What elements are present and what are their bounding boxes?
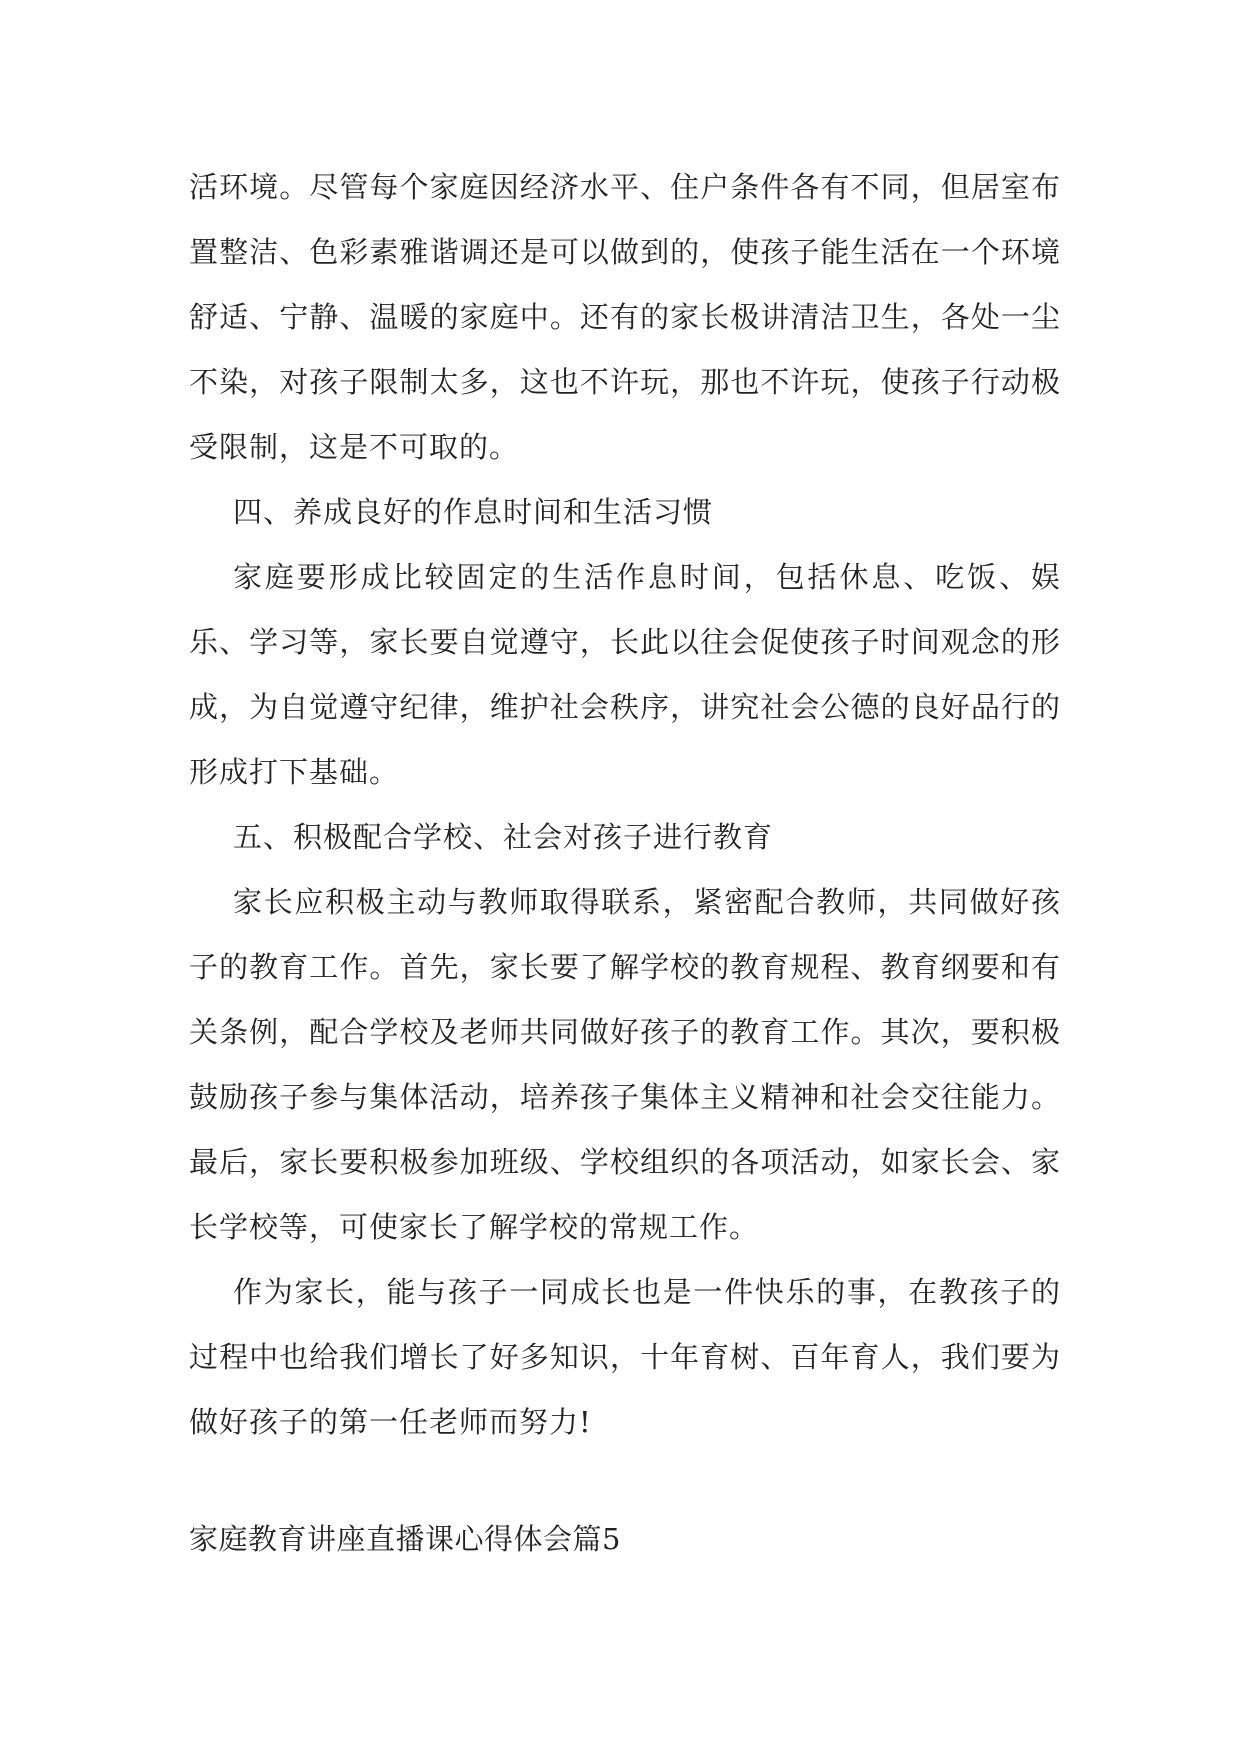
paragraph-school-cooperation: 家长应积极主动与教师取得联系，紧密配合教师，共同做好孩子的教育工作。首先，家长要了解学校的教育规程、教育纲要和有关条例，配合学校及老师共同做好孩子的教育工作。其次，要积极鼓励孩子参与集体活动，培养孩子集体主义精神和社会交往能力。最后，家长要积极参加班级、学校组织的各项活动，如家长会、家长学校等，可使家长了解学校的常规工作。 bbox=[189, 885, 1061, 1244]
section-gap bbox=[189, 1455, 1061, 1507]
paragraph-conclusion: 作为家长，能与孩子一同成长也是一件快乐的事，在教孩子的过程中也给我们增长了好多知识，十年育树、百年育人，我们要为做好孩子的第一任老师而努力! bbox=[189, 1275, 1061, 1439]
heading-schedule-habits: 四、养成良好的作息时间和生活习惯 bbox=[233, 495, 714, 529]
document-body bbox=[189, 155, 1061, 1572]
paragraph-living-environment: 活环境。尽管每个家庭因经济水平、住户条件各有不同，但居室布置整洁、色彩素雅谐调还是可以做到的，使孩子能生活在一个环境舒适、宁静、温暖的家庭中。还有的家长极讲清洁卫生，各处一尘不染，对孩子限制太多，这也不许玩，那也不许玩，使孩子行动极受限制，这是不可取的。 bbox=[189, 170, 1061, 464]
section-title: 家庭教育讲座直播课心得体会篇5 bbox=[189, 1522, 621, 1556]
heading-school-cooperation: 五、积极配合学校、社会对孩子进行教育 bbox=[233, 820, 774, 854]
paragraph-schedule: 家庭要形成比较固定的生活作息时间，包括休息、吃饭、娱乐、学习等，家长要自觉遵守，长此以往会促使孩子时间观念的形成，为自觉遵守纪律，维护社会秩序，讲究社会公德的良好品行的形成打下基础。 bbox=[189, 560, 1061, 789]
